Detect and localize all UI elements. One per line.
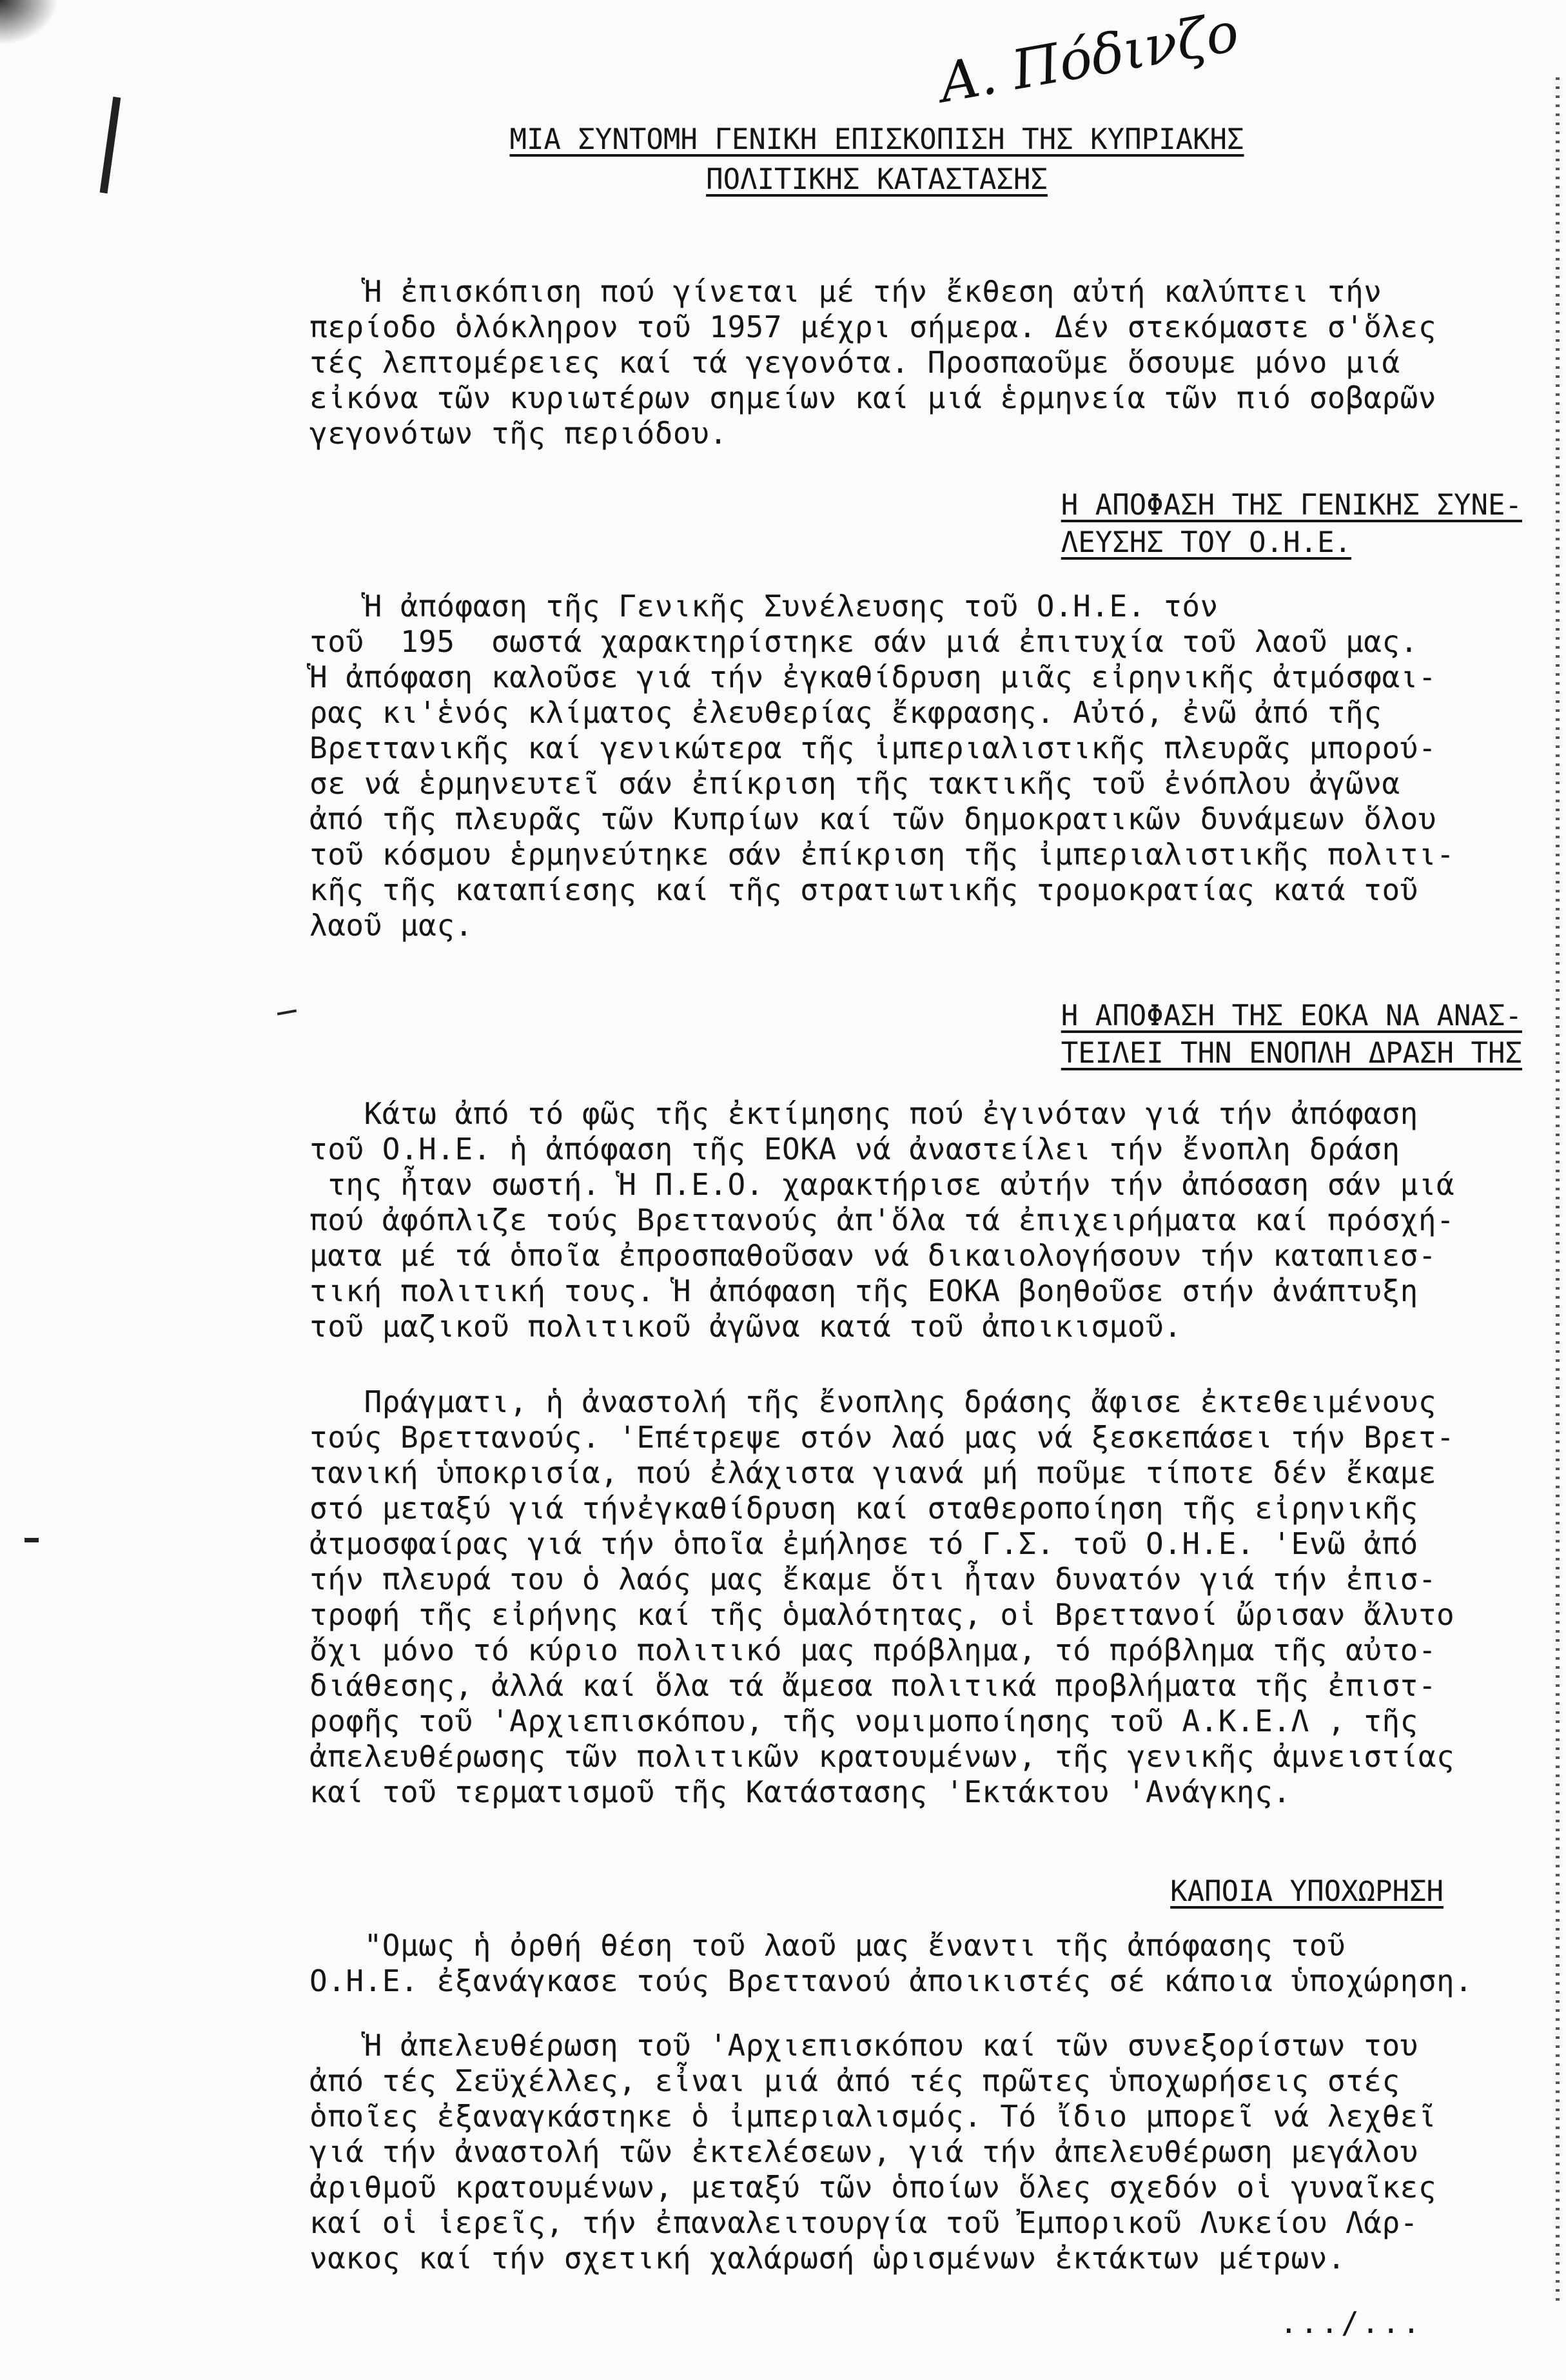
text-line: Πράγματι, ἡ ἀναστολή τῆς ἔνοπλης δράσης ἄφισε ἐκτεθειμένους	[309, 1384, 1437, 1419]
margin-dash	[277, 1009, 297, 1015]
text-line: της ἦταν σωστή. Ἡ Π.Ε.Ο. χαρακτήρισε αὐτήν τήν ἀπόσαση σάν μιά	[309, 1167, 1455, 1202]
text-line: ὁποῖες ἐξαναγκάστηκε ὁ ἰμπεριαλισμός. Τό ἴδιο μπορεῖ νά λεχθεῖ	[309, 2099, 1437, 2134]
text-line: Ἡ ἀπόφαση καλοῦσε γιά τήν ἐγκαθίδρυση μιᾶς εἰρηνικῆς ἀτμόσφαι-	[309, 660, 1437, 694]
text-line: ΚΑΠΟΙΑ ΥΠΟΧΩΡΗΣΗ	[1170, 1875, 1444, 1908]
text-line: ὄχι μόνο τό κύριο πολιτικό μας πρόβλημα, τό πρόβλημα τῆς αὐτο-	[309, 1633, 1437, 1667]
text-line: ἀπό τές Σεϋχέλλες, εἶναι μιά ἀπό τές πρῶτες ὑποχωρήσεις στές	[309, 2063, 1400, 2098]
text-line: τοῦ Ο.Η.Ε. ἡ ἀπόφαση τῆς ΕΟΚΑ νά ἀναστείλει τήν ἔνοπλη δράση	[309, 1132, 1400, 1166]
text-line: τοῦ 195 σωστά χαρακτηρίστηκε σάν μιά ἐπιτυχία τοῦ λαοῦ μας.	[309, 624, 1418, 659]
handwritten-note: Α. Πόδινζο	[935, 0, 1244, 115]
text-line: στό μεταξύ γιά τήνἐγκαθίδρυση καί σταθεροποίηση τῆς εἰρηνικῆς	[309, 1491, 1418, 1526]
text-line: τές λεπτομέρειες καί τά γεγονότα. Προσπαοῦμε ὅσουμε μόνο μιά	[309, 345, 1400, 380]
text-line: Η ΑΠΟΦΑΣΗ ΤΗΣ ΓΕΝΙΚΗΣ ΣΥΝΕ-	[1061, 489, 1522, 522]
text-line: εἰκόνα τῶν κυριωτέρων σημείων καί μιά ἑρμηνεία τῶν πιό σοβαρῶν	[309, 380, 1437, 415]
text-line: καί τοῦ τερματισμοῦ τῆς Κατάστασης 'Εκτάκτου 'Ανάγκης.	[309, 1775, 1291, 1809]
text-line: κῆς τῆς καταπίεσης καί τῆς στρατιωτικῆς τρομοκρατίας κατά τοῦ	[309, 872, 1418, 907]
paragraph-suspension-effects	[309, 1384, 1566, 1810]
text-line: τανική ὑποκρισία, πού ἐλάχιστα γιανά μή ποῦμε τίποτε δέν ἔκαμε	[309, 1455, 1437, 1490]
text-line: τική πολιτική τους. Ἡ ἀπόφαση τῆς ΕΟΚΑ βοηθοῦσε στήν ἀνάπτυξη	[309, 1274, 1418, 1308]
text-line: Ο.Η.Ε. ἐξανάγκασε τούς Βρεττανού ἀποικιστές σέ κάποια ὑποχώρηση.	[309, 1963, 1473, 1998]
paragraph-retreat-intro	[309, 1928, 1566, 1999]
text-line: τοῦ μαζικοῦ πολιτικοῦ ἀγῶνα κατά τοῦ ἀποικισμοῦ.	[309, 1309, 1182, 1344]
text-line: γεγονότων τῆς περιόδου.	[309, 416, 728, 451]
text-line: ρας κι'ἑνός κλίματος ἐλευθερίας ἔκφρασης. Αὐτό, ἐνῶ ἀπό τῆς	[309, 695, 1382, 730]
section-heading-eoka-decision	[1061, 998, 1522, 1072]
text-line: Ἡ ἐπισκόπιση πού γίνεται μέ τήν ἔκθεση αὐτή καλύπτει τήν	[309, 274, 1382, 309]
text-line: τούς Βρεττανούς. 'Επέτρεψε στόν λαό μας νά ξεσκεπάσει τήν Βρετ-	[309, 1420, 1455, 1455]
text-line: σε νά ἑρμηνευτεῖ σάν ἐπίκριση τῆς τακτικῆς τοῦ ἐνόπλου ἀγῶνα	[309, 766, 1400, 801]
document-title	[400, 120, 1354, 200]
text-line: Ἡ ἀπελευθέρωση τοῦ 'Αρχιεπισκόπου καί τῶν συνεξορίστων του	[309, 2028, 1418, 2063]
text-line: ἀπελευθέρωσης τῶν πολιτικῶν κρατουμένων, τῆς γενικῆς ἀμνειστίας	[309, 1739, 1455, 1774]
section-heading-un-decision	[1061, 487, 1522, 562]
title-line-2: ΠΟΛΙΤΙΚΗΣ ΚΑΤΑΣΤΑΣΗΣ	[706, 163, 1048, 196]
text-line: ἀτμοσφαίρας γιά τήν ὁποῖα ἐμήλησε τό Γ.Σ. τοῦ Ο.Η.Ε. 'Ενῶ ἀπό	[309, 1526, 1418, 1561]
text-line: ἀπό τῆς πλευρᾶς τῶν Κυπρίων καί τῶν δημοκρατικῶν δυνάμεων ὅλου	[309, 802, 1437, 836]
paragraph-releases	[309, 2028, 1566, 2276]
continuation-mark: .../...	[1280, 2305, 1423, 2340]
text-line: καί οἱ ἱερεῖς, τήν ἐπαναλειτουργία τοῦ Ἐμπορικοῦ Λυκείου Λάρ-	[309, 2205, 1418, 2240]
text-line: Κάτω ἀπό τό φῶς τῆς ἐκτίμησης πού ἐγινόταν γιά τήν ἀπόφαση	[309, 1096, 1418, 1131]
text-line: ΛΕΥΣΗΣ ΤΟΥ Ο.Η.Ε.	[1061, 526, 1352, 559]
text-line: τοῦ κόσμου ἑρμηνεύτηκε σάν ἐπίκριση τῆς ἰμπεριαλιστικῆς πολιτι-	[309, 837, 1455, 872]
margin-dash	[24, 1538, 39, 1542]
text-line: λαοῦ μας.	[309, 908, 473, 943]
text-line: περίοδο ὁλόκληρον τοῦ 1957 μέχρι σήμερα. Δέν στεκόμαστε σ'ὅλες	[309, 310, 1437, 344]
text-line: Η ΑΠΟΦΑΣΗ ΤΗΣ ΕΟΚΑ ΝΑ ΑΝΑΣ-	[1061, 999, 1522, 1032]
text-line: Ἡ ἀπόφαση τῆς Γενικῆς Συνέλευσης τοῦ Ο.Η.Ε. τόν	[309, 589, 1219, 624]
text-line: νακος καί τήν σχετική χαλάρωσή ὡρισμένων ἐκτάκτων μέτρων.	[309, 2241, 1346, 2276]
text-line: γιά τήν ἀναστολή τῶν ἐκτελέσεων, γιά τήν ἀπελευθέρωση μεγάλου	[309, 2134, 1418, 2169]
text-line: τροφή τῆς εἰρήνης καί τῆς ὁμαλότητας, οἱ Βρεττανοί ὤρισαν ἄλυτο	[309, 1597, 1455, 1632]
section-heading-retreat	[1170, 1873, 1444, 1911]
text-line: διάθεσης, ἀλλά καί ὅλα τά ἄμεσα πολιτικά προβλήματα τῆς ἐπιστ-	[309, 1668, 1437, 1703]
intro-paragraph	[309, 274, 1566, 451]
scan-corner-smudge	[0, 0, 58, 45]
text-line: ροφῆς τοῦ 'Αρχιεπισκόπου, τῆς νομιμοποίησης τοῦ Α.Κ.Ε.Λ , τῆς	[309, 1704, 1418, 1738]
margin-mark	[100, 97, 121, 193]
text-line: ἀριθμοῦ κρατουμένων, μεταξύ τῶν ὁποίων ὅλες σχεδόν οἱ γυναῖκες	[309, 2170, 1437, 2205]
title-line-1: ΜΙΑ ΣΥΝΤΟΜΗ ΓΕΝΙΚΗ ΕΠΙΣΚΟΠΙΣΗ ΤΗΣ ΚΥΠΡΙΑΚΗΣ	[509, 123, 1244, 156]
text-line: τήν πλευρά του ὁ λαός μας ἔκαμε ὅτι ἦταν δυνατόν γιά τήν ἐπισ-	[309, 1562, 1437, 1597]
paragraph-un-decision	[309, 589, 1566, 943]
text-line: ματα μέ τά ὁποῖα ἐπροσπαθοῦσαν νά δικαιολογήσουν τήν καταπιεσ-	[309, 1238, 1437, 1273]
text-line: ΤΕΙΛΕΙ ΤΗΝ ΕΝΟΠΛΗ ΔΡΑΣΗ ΤΗΣ	[1061, 1037, 1522, 1070]
paragraph-eoka-decision	[309, 1096, 1566, 1344]
text-line: πού ἀφόπλιζε τούς Βρεττανούς ἀπ'ὅλα τά ἐπιχειρήματα καί πρόσχή-	[309, 1203, 1455, 1237]
text-line: "Ομως ἡ ὀρθή θέση τοῦ λαοῦ μας ἔναντι τῆς ἀπόφασης τοῦ	[309, 1928, 1346, 1963]
text-line: Βρεττανικῆς καί γενικώτερα τῆς ἰμπεριαλιστικῆς πλευρᾶς μπορού-	[309, 731, 1437, 765]
